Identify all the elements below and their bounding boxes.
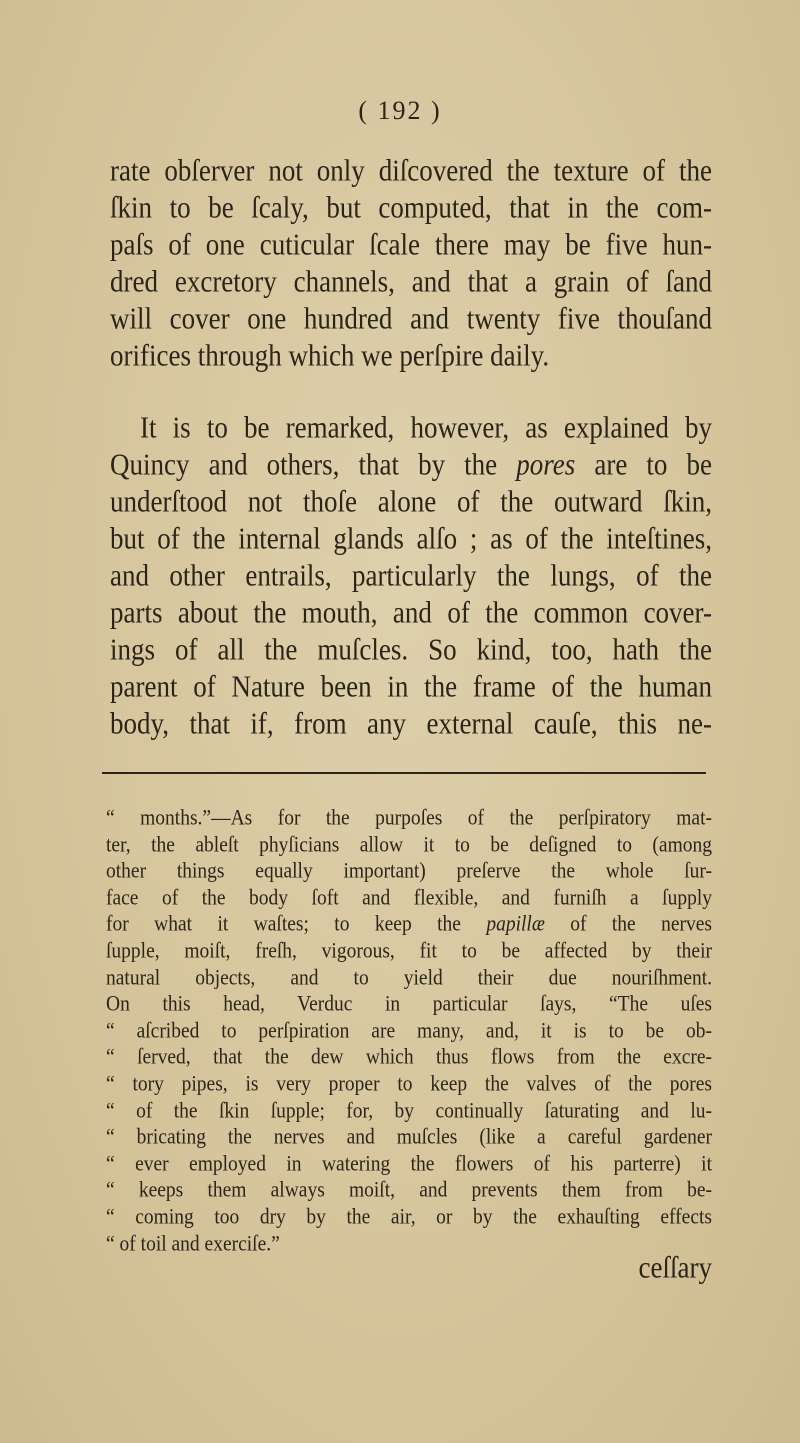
text-line: body, that if, from any external cauſe, this ne- <box>110 705 712 741</box>
footnote-line: ſupple, moiſt, freſh, vigorous, fit to be affected by their <box>106 939 712 964</box>
footnote-line: “ ever employed in watering the flowers of his parterre) it <box>106 1152 712 1177</box>
text-line: will cover one hundred and twenty five thouſand <box>110 300 712 336</box>
footnote-line: “ aſcribed to perſpiration are many, and, it is to be ob- <box>106 1019 712 1044</box>
text-segment: for what it waſtes; to keep the <box>106 912 461 937</box>
text-segment: of the nerves <box>570 912 713 937</box>
footnote-line: “ keeps them always moiſt, and prevents them from be- <box>106 1178 712 1203</box>
text-line: It is to be remarked, however, as explained by <box>140 409 712 445</box>
text-line: ſkin to be ſcaly, but computed, that in the com- <box>110 189 712 225</box>
text-line: parent of Nature been in the frame of the human <box>110 668 712 704</box>
text-line: orifices through which we perſpire daily. <box>110 337 550 373</box>
footnote-line: “ months.”—As for the purpoſes of the perſpiratory mat- <box>106 806 712 831</box>
italic-term: papillæ <box>486 912 545 937</box>
text-line: dred excretory channels, and that a grain of ſand <box>110 263 712 299</box>
text-line: rate obſerver not only diſcovered the texture of the <box>110 152 712 188</box>
footnote-line: “ of toil and exerciſe.” <box>106 1231 280 1256</box>
footnote-line: “ coming too dry by the air, or by the exhauſting effects <box>106 1205 712 1230</box>
catchword: ceſſary <box>638 1249 712 1285</box>
page-number: ( 192 ) <box>358 96 442 125</box>
footnote <box>106 806 712 1258</box>
text-segment: Quincy and others, that by the <box>110 446 498 482</box>
footnote-line: “ tory pipes, is very proper to keep the valves of the pores <box>106 1072 712 1097</box>
text-segment: are to be <box>594 446 713 482</box>
footnote-line: “ ſerved, that the dew which thus flows from the excre- <box>106 1045 712 1070</box>
text-line: and other entrails, particularly the lungs, of the <box>110 557 712 593</box>
footnote-line: face of the body ſoft and flexible, and furniſh a ſupply <box>106 886 712 911</box>
footnote-line: “ of the ſkin ſupple; for, by continually ſaturating and lu- <box>106 1098 712 1123</box>
text-line: parts about the mouth, and of the common cover- <box>110 594 712 630</box>
italic-term: pores <box>516 446 576 482</box>
footnote-divider <box>102 772 706 774</box>
footnote-line: natural objects, and to yield their due nouriſhment. <box>106 965 712 991</box>
footnote-line: On this head, Verduc in particular ſays, “The uſes <box>106 992 712 1017</box>
text-line: but of the internal glands alſo ; as of the inteſtines, <box>110 520 712 556</box>
text-line: underſtood not thoſe alone of the outward ſkin, <box>110 483 712 519</box>
main-text <box>110 152 712 742</box>
footnote-line: “ bricating the nerves and muſcles (like a careful gardener <box>106 1125 712 1150</box>
text-line: paſs of one cuticular ſcale there may be five hun- <box>110 226 712 262</box>
footnote-line: ter, the ableſt phyſicians allow it to be deſigned to (among <box>106 832 712 858</box>
footnote-line: other things equally important) preſerve the whole ſur- <box>106 859 712 884</box>
text-line: ings of all the muſcles. So kind, too, hath the <box>110 631 712 667</box>
